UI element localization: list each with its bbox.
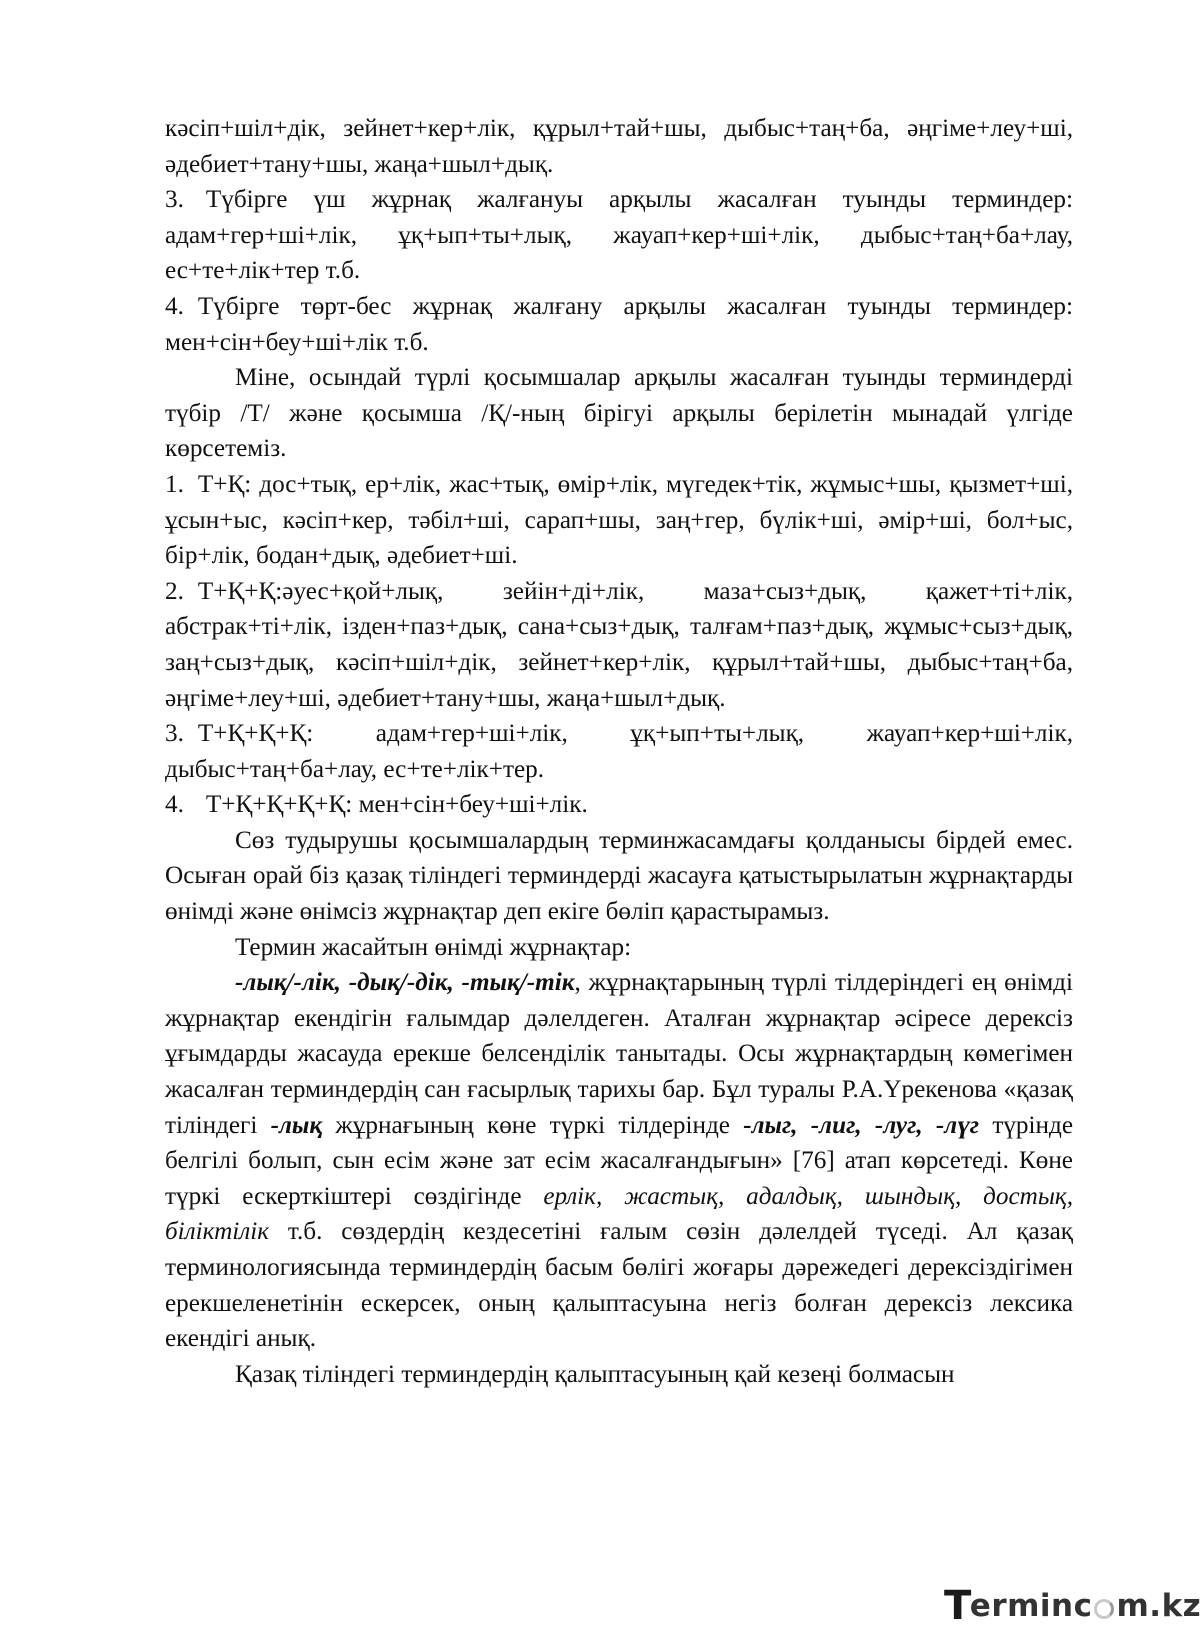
text-run: , жұрнақтарының түрлі тілдеріндегі ең өнімді жұрнақтар екендігін ғалымдар дәлелдеген. Аталған жұрнақтар әсіресе дерексіз ұғымдарды жасауда ерекше белсенділік танытады. Осы жұрнақтардың көмегімен жасалған терминдердің сан ғасырлық тарихы бар. Бұл туралы Р.А.Үрекенова «қазақ тіліндегі	[165, 969, 1073, 1139]
watermark-letter: T	[944, 1583, 972, 1629]
paragraph-productive-heading: Термин жасайтын өнімді жұрнақтар:	[235, 933, 632, 961]
watermark-text-part1: erminc	[969, 1588, 1093, 1624]
list-number: 2.	[165, 577, 184, 605]
list-number: 1.	[165, 470, 184, 498]
list-number: 4.	[165, 791, 184, 819]
model-item-tqqq	[165, 716, 1073, 787]
suffixes-bold: -лық/-лік, -дық/-дік, -тық/-тік	[235, 969, 575, 997]
paragraph-last: Қазақ тіліндегі терминдердің қалыптасуының қай кезеңі болмасын	[235, 1360, 955, 1388]
list-number: 3.	[165, 720, 184, 748]
watermark-circle-icon	[1094, 1599, 1114, 1619]
paragraph-productive-suffixes	[165, 965, 1073, 1357]
model-item-tq	[165, 467, 1073, 574]
text-run: т.б. сөздердің кездесетіні ғалым сөзін дәлелдей түседі. Ал қазақ терминологиясында терминдердің басым бөлігі жоғары дәрежедегі дерексіздігімен ерекшеленетінін ескерсек, оның қалыптасуына негіз болған дерексіз лексика екендігі анық.	[165, 1218, 1073, 1353]
model-item-tqq	[165, 574, 1073, 716]
list-item-text: Түбірге үш жұрнақ жалғануы арқылы жасалған туынды терминдер: адам+гер+ші+лік, ұқ+ып+ты+лық, жауап+кер+ші+лік, дыбыс+таң+ба+лау, ес+те+лік+тер т.б.	[165, 186, 1073, 285]
list-number: 3.	[165, 186, 184, 214]
list-item-text: Т+Қ+Қ:әуес+қой+лық, зейін+ді+лік, маза+сыз+дық, қажет+ті+лік, абстрак+ті+лік, ізден+паз+дық, сана+сыз+дық, талғам+паз+дық, жұмыс+сыз+дық, заң+сыз+дық, кәсіп+шіл+дік, зейнет+кер+лік, құрыл+тай+шы, дыбыс+таң+ба, әңгіме+леу+ші, әдебиет+тану+шы, жаңа+шыл+дық.	[165, 577, 1073, 712]
list-item-four-five-suffixes	[165, 289, 1073, 360]
lyq-bold: -лық	[270, 1111, 323, 1139]
examples-italic: ерлік, жастық, адалдық, шындық, достық, біліктілік	[165, 1182, 1073, 1246]
document-page	[165, 111, 1073, 1392]
list-item-text: Т+Қ+Қ+Қ: адам+гер+ші+лік, ұқ+ып+ты+лық, жауап+кер+ші+лік, дыбыс+таң+ба+лау, ес+те+лік+тер.	[165, 720, 1073, 783]
paragraph-model-intro: Міне, осындай түрлі қосымшалар арқылы жасалған туынды терминдерді түбір /Т/ және қосымша /Қ/-ның бірігуі арқылы берілетін мынадай үлгіде көрсетеміз.	[165, 364, 1073, 463]
paragraph-continued-examples: кәсіп+шіл+дік, зейнет+кер+лік, құрыл+тай+шы, дыбыс+таң+ба, әңгіме+леу+ші, әдебиет+тану+шы, жаңа+шыл+дық.	[165, 115, 1073, 178]
text-run: түрінде белгілі болып, сын есім және зат есім жасалғандығын» [76] атап көрсетеді. Көне түркі ескерткіштері сөздігінде	[165, 1111, 1073, 1210]
watermark-text-part2: m.kz	[1116, 1588, 1201, 1624]
list-item-text: Түбірге төрт-бес жұрнақ жалғану арқылы жасалған туынды терминдер: мен+сін+беу+ші+лік т.б.	[165, 292, 1073, 356]
variants-bold: -лыг, -лиг, -луг, -лүг	[743, 1111, 980, 1139]
paragraph-usage: Сөз тудырушы қосымшалардың терминжасамдағы қолданысы бірдей емес. Осыған орай біз қазақ тіліндегі терминдерді жасауға қатыстырылатын жұрнақтарды өнімді және өнімсіз жұрнақтар деп екіге бөліп қарастырамыз.	[165, 826, 1073, 926]
list-item-text: Т+Қ: дос+тық, ер+лік, жас+тық, өмір+лік, мүгедек+тік, жұмыс+шы, қызмет+ші, ұсын+ыс, кәсіп+кер, тәбіл+ші, сарап+шы, заң+гер, бүлік+ші, әмір+ші, бол+ыс, бір+лік, бодан+дық, әдебиет+ші.	[165, 470, 1073, 570]
site-watermark-logo	[944, 1583, 1201, 1629]
model-item-tqqqq	[165, 787, 1073, 823]
list-item-three-suffixes	[165, 182, 1073, 289]
list-item-text: Т+Қ+Қ+Қ+Қ: мен+сін+беу+ші+лік.	[205, 791, 588, 819]
text-run: жұрнағының көне түркі тілдерінде	[322, 1111, 744, 1139]
list-number: 4.	[165, 292, 184, 320]
